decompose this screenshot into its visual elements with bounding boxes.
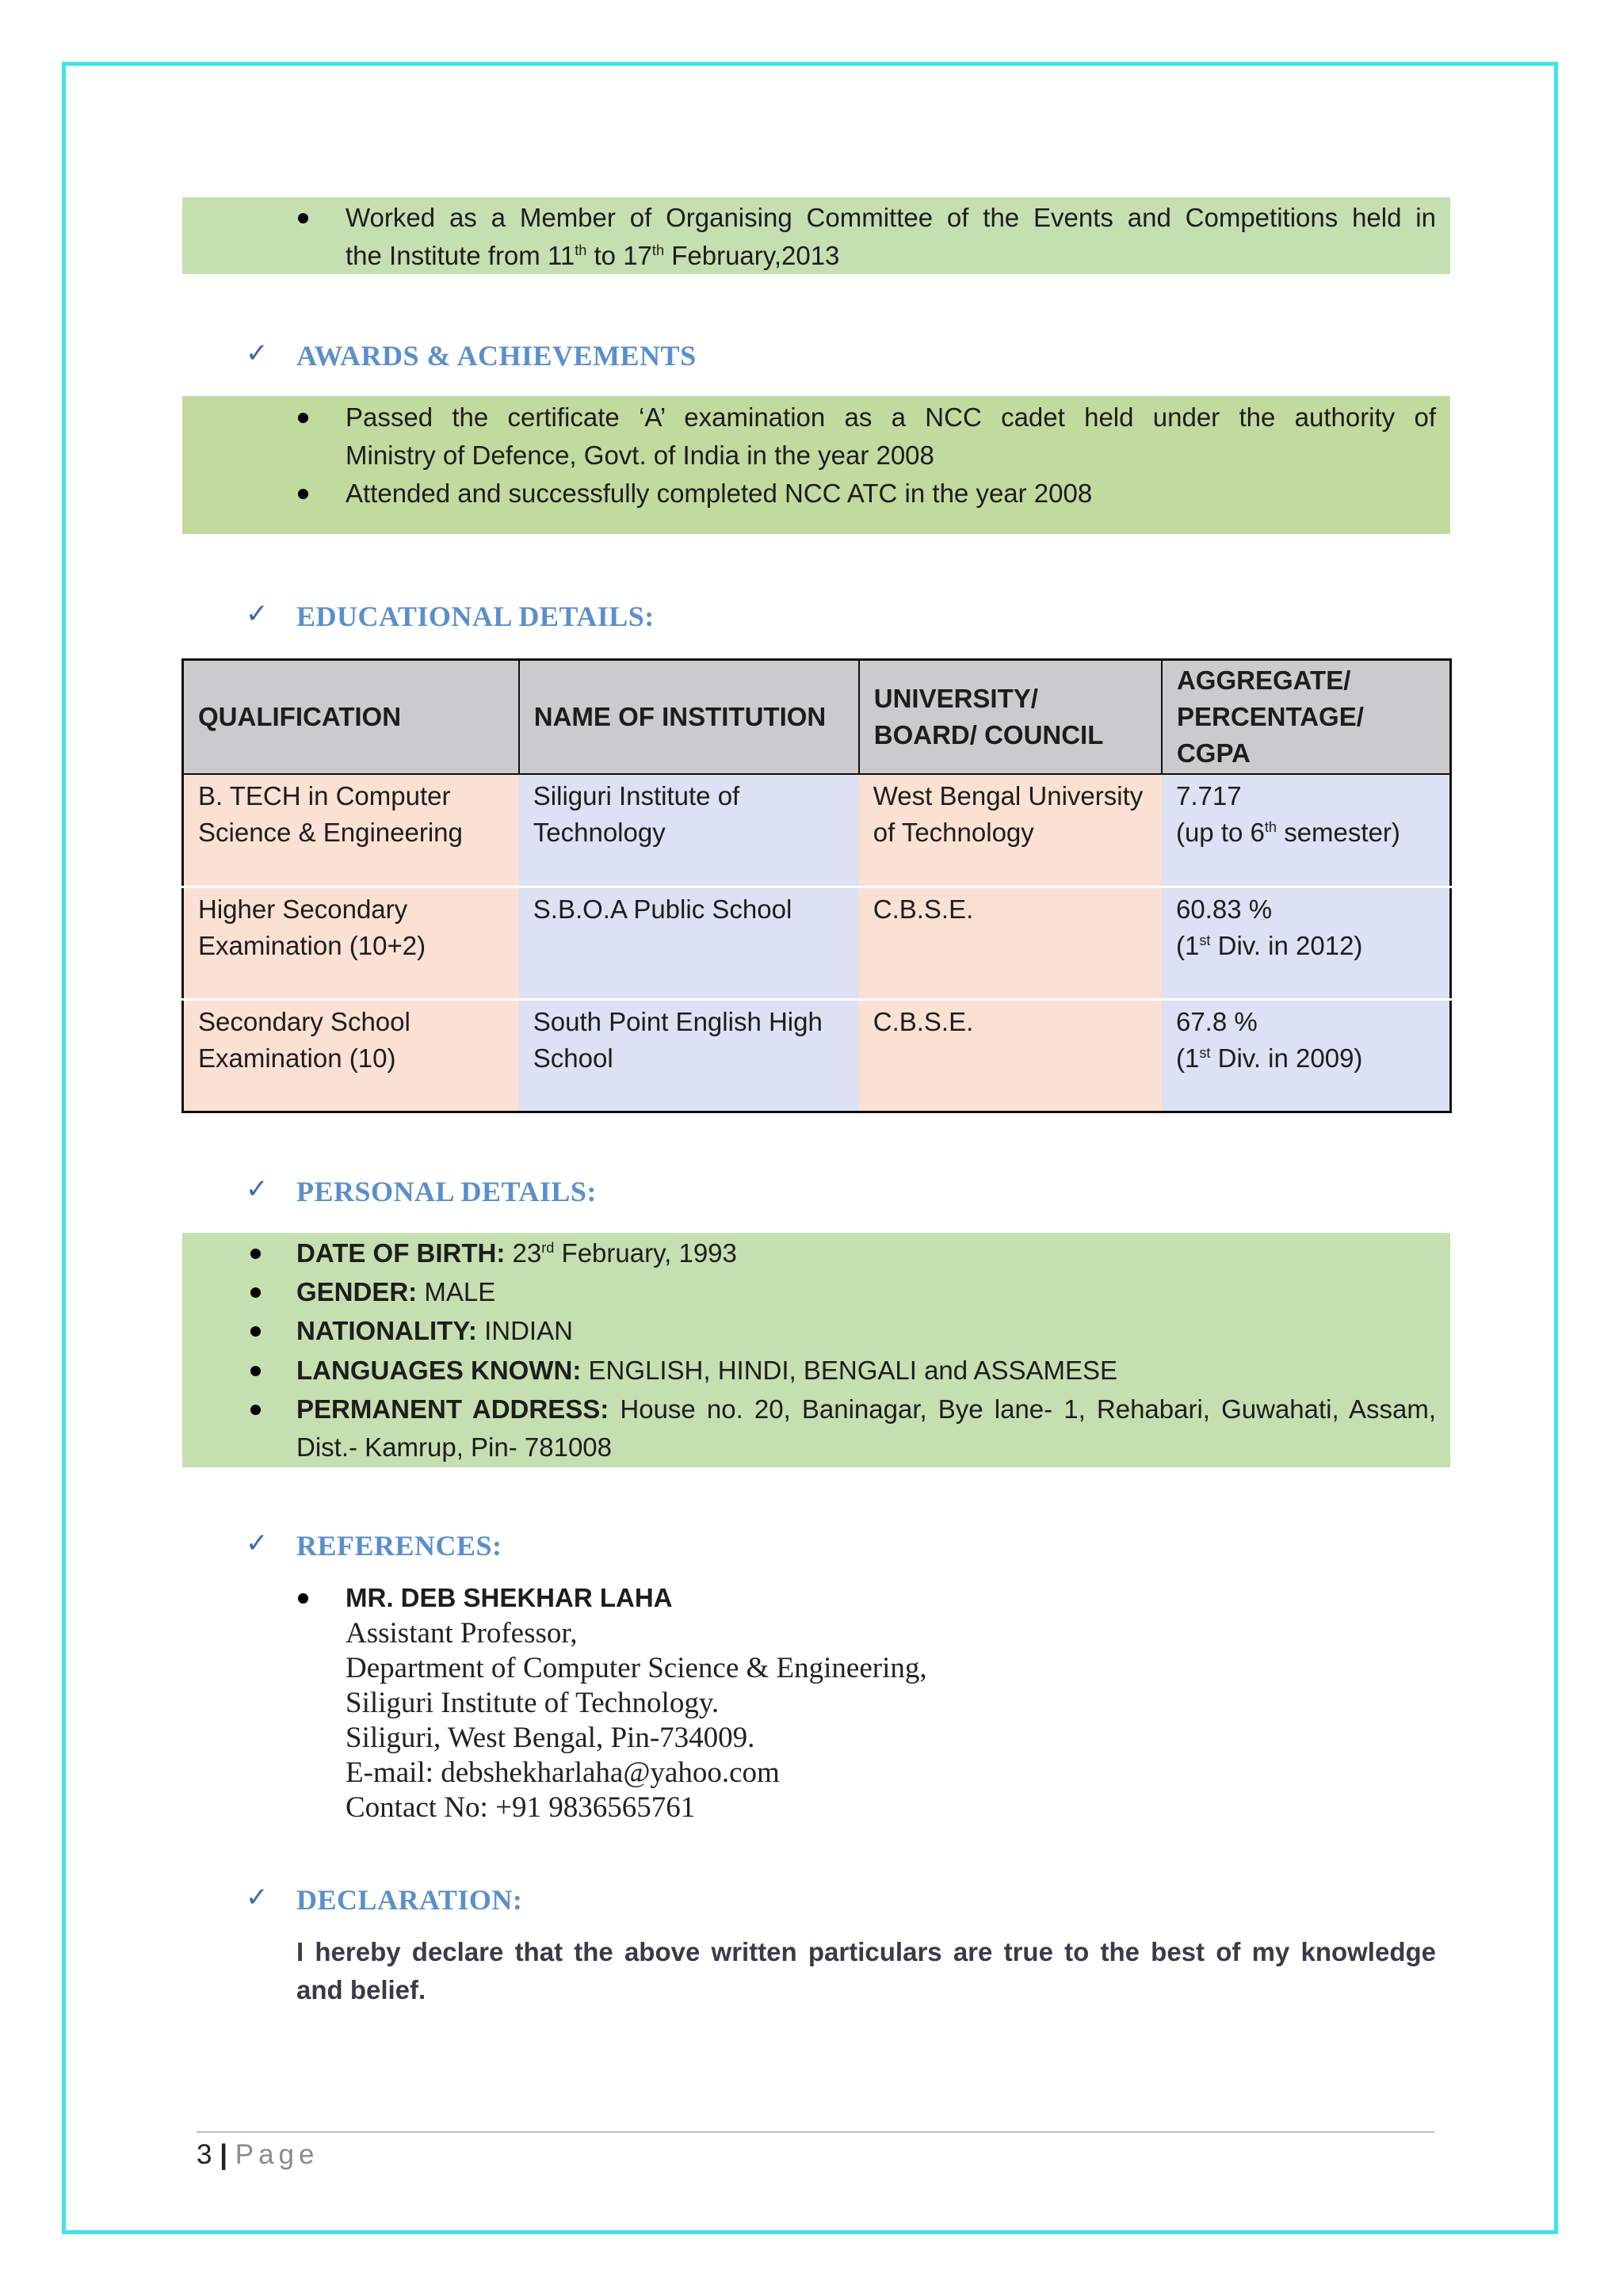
- bullet-icon: [250, 1249, 261, 1259]
- bullet-icon: [250, 1326, 261, 1337]
- table-cell: B. TECH in Computer Science & Engineering: [183, 774, 519, 887]
- reference-line: Department of Computer Science & Engineering,: [346, 1652, 927, 1684]
- page-border: [62, 62, 1558, 2234]
- address-line-cont: Dist.- Kamrup, Pin- 781008: [296, 1432, 613, 1462]
- table-cell: West Bengal University of Technology: [859, 774, 1162, 887]
- table-cell: Secondary School Examination (10): [183, 999, 519, 1112]
- footer-separator: |: [220, 2139, 227, 2170]
- table-cell: Higher Secondary Examination (10+2): [183, 887, 519, 999]
- bullet-icon: [298, 489, 308, 499]
- footer-divider: [197, 2131, 1434, 2133]
- bullet-icon: [298, 213, 308, 223]
- nationality-line: NATIONALITY: INDIAN: [296, 1316, 573, 1345]
- reference-line: Siliguri Institute of Technology.: [346, 1687, 720, 1719]
- bullet-icon: [298, 413, 308, 423]
- reference-email: E-mail: debshekharlaha@yahoo.com: [346, 1756, 780, 1789]
- bullet-icon: [298, 1593, 308, 1604]
- languages-line: LANGUAGES KNOWN: ENGLISH, HINDI, BENGALI and ASSAMESE: [296, 1356, 1118, 1385]
- table-row: [183, 774, 1451, 887]
- award-item: Passed the certificate ‘A’ examination as a NCC cadet held under the authority of: [346, 402, 1436, 432]
- references-heading: REFERENCES:: [296, 1530, 502, 1562]
- education-table: [181, 658, 1452, 1113]
- table-cell: South Point English High School: [519, 999, 859, 1112]
- checkmark-icon: ✓: [246, 1882, 269, 1913]
- award-item: Attended and successfully completed NCC ATC in the year 2008: [346, 479, 1093, 508]
- table-cell: 7.717 (up to 6th semester): [1162, 774, 1451, 887]
- dob-line: DATE OF BIRTH: 23rd February, 1993: [296, 1238, 737, 1268]
- reference-line: Siliguri, West Bengal, Pin-734009.: [346, 1722, 755, 1754]
- table-row: [183, 887, 1451, 999]
- page-number: 3: [197, 2139, 212, 2170]
- table-cell: Siliguri Institute of Technology: [519, 774, 859, 887]
- table-cell: S.B.O.A Public School: [519, 887, 859, 999]
- table-cell: C.B.S.E.: [859, 999, 1162, 1112]
- column-header: QUALIFICATION: [183, 660, 519, 775]
- address-line: PERMANENT ADDRESS: House no. 20, Baninagar, Bye lane- 1, Rehabari, Guwahati, Assam,: [296, 1394, 1436, 1424]
- declaration-heading: DECLARATION:: [296, 1884, 523, 1916]
- reference-line: Assistant Professor,: [346, 1617, 578, 1650]
- column-header: NAME OF INSTITUTION: [519, 660, 859, 775]
- checkmark-icon: ✓: [246, 338, 269, 369]
- activity-item-cont: the Institute from 11th to 17th February,2013: [346, 241, 840, 270]
- checkmark-icon: ✓: [246, 1173, 269, 1205]
- awards-heading: AWARDS & ACHIEVEMENTS: [296, 340, 697, 372]
- table-header-row: [183, 660, 1451, 775]
- award-item-cont: Ministry of Defence, Govt. of India in the year 2008: [346, 441, 934, 470]
- table-cell: 67.8 % (1st Div. in 2009): [1162, 999, 1451, 1112]
- personal-heading: PERSONAL DETAILS:: [296, 1176, 597, 1207]
- table-row: [183, 999, 1451, 1112]
- column-header: UNIVERSITY/ BOARD/ COUNCIL: [859, 660, 1162, 775]
- activity-item: Worked as a Member of Organising Committee of the Events and Competitions held in: [346, 203, 1436, 232]
- declaration-text-cont: and belief.: [296, 1975, 426, 2004]
- education-heading: EDUCATIONAL DETAILS:: [296, 601, 655, 632]
- page-footer: [197, 2139, 319, 2171]
- checkmark-icon: ✓: [246, 598, 269, 630]
- reference-contact: Contact No: +91 9836565761: [346, 1791, 696, 1824]
- table-cell: 60.83 % (1st Div. in 2012): [1162, 887, 1451, 999]
- table-cell: C.B.S.E.: [859, 887, 1162, 999]
- checkmark-icon: ✓: [246, 1527, 269, 1559]
- gender-line: GENDER: MALE: [296, 1277, 496, 1306]
- bullet-icon: [250, 1405, 261, 1415]
- page-word: Page: [235, 2139, 319, 2170]
- declaration-text: I hereby declare that the above written particulars are true to the best of my knowledge: [296, 1937, 1436, 1966]
- bullet-icon: [250, 1287, 261, 1298]
- reference-name: MR. DEB SHEKHAR LAHA: [346, 1583, 673, 1612]
- column-header: AGGREGATE/ PERCENTAGE/ CGPA: [1162, 660, 1451, 775]
- bullet-icon: [250, 1366, 261, 1376]
